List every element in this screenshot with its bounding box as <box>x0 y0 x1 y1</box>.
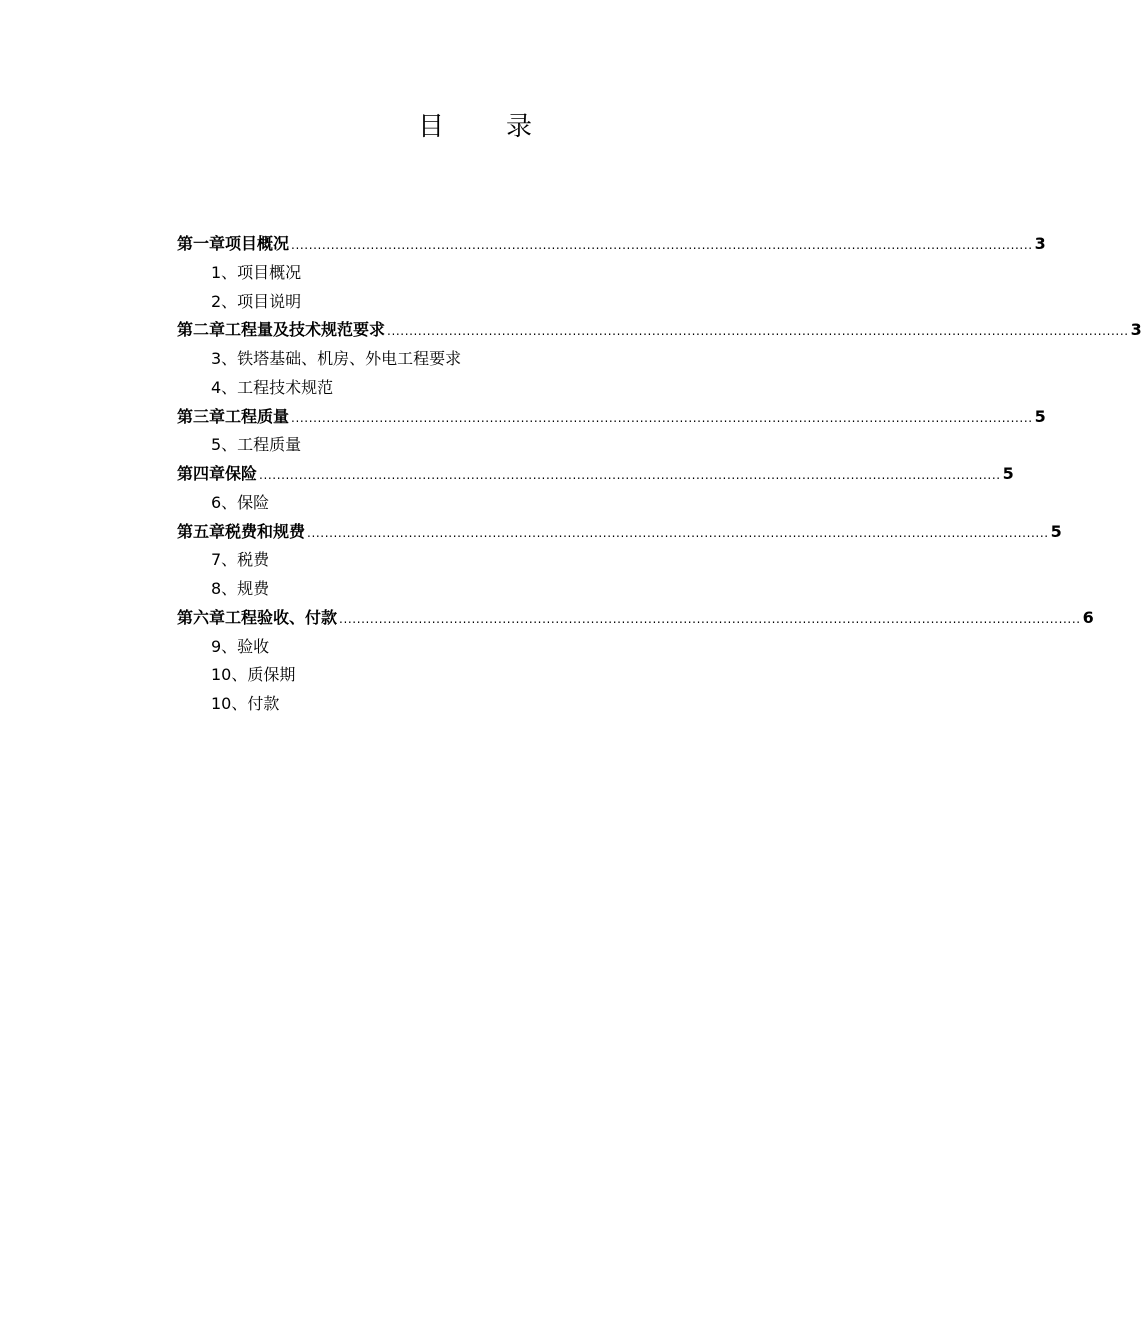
toc-chapter-2[interactable] <box>177 316 1142 345</box>
chapter-page-number: 5 <box>1034 406 1046 426</box>
toc-section-11[interactable]: 10、付款 <box>211 694 280 713</box>
chapter-page-number: 5 <box>1002 464 1014 483</box>
dot-leader: ........................................................................................................................................................................ <box>291 238 1033 252</box>
toc-section-9[interactable]: 9、验收 <box>211 636 270 656</box>
toc-chapter-6[interactable] <box>177 604 1094 633</box>
chapter-number: 第一章 <box>177 234 226 253</box>
toc-section-3[interactable]: 3、铁塔基础、机房、外电工程要求 <box>211 349 462 368</box>
chapter-title: 工程量及技术规范要求 <box>225 320 386 340</box>
dot-leader: ........................................................................................................................................................................ <box>339 611 1081 626</box>
chapter-page-number: 6 <box>1082 607 1094 627</box>
toc-chapter-4[interactable] <box>177 460 1014 489</box>
dot-leader: ........................................................................................................................................................................ <box>387 324 1129 339</box>
chapter-title: 工程验收、付款 <box>225 607 338 627</box>
toc-section-7[interactable]: 7、税费 <box>211 550 270 570</box>
table-of-contents <box>177 230 1142 719</box>
chapter-number: 第四章 <box>177 464 226 483</box>
dot-leader: ........................................................................................................................................................................ <box>307 525 1049 540</box>
chapter-title: 项目概况 <box>225 234 290 253</box>
dot-leader: ........................................................................................................................................................................ <box>291 410 1033 425</box>
toc-chapter-3[interactable] <box>177 403 1046 432</box>
chapter-number: 第二章 <box>177 320 226 340</box>
chapter-number: 第六章 <box>177 607 226 627</box>
toc-title-char-2: 录 <box>506 112 533 142</box>
toc-title <box>0 106 950 143</box>
toc-section-5[interactable]: 5、工程质量 <box>211 435 302 455</box>
toc-section-4[interactable]: 4、工程技术规范 <box>211 377 334 397</box>
dot-leader: ........................................................................................................................................................................ <box>259 468 1001 482</box>
chapter-page-number: 5 <box>1050 521 1062 541</box>
chapter-number: 第五章 <box>177 521 226 541</box>
toc-chapter-1[interactable] <box>177 230 1046 259</box>
chapter-title: 税费和规费 <box>225 521 306 541</box>
chapter-title: 工程质量 <box>225 406 290 426</box>
toc-chapter-5[interactable] <box>177 518 1062 547</box>
toc-section-2[interactable]: 2、项目说明 <box>211 291 302 311</box>
chapter-page-number: 3 <box>1034 234 1046 253</box>
chapter-page-number: 3 <box>1130 320 1142 340</box>
toc-section-1[interactable]: 1、项目概况 <box>211 262 302 282</box>
chapter-title: 保险 <box>225 464 258 483</box>
toc-section-8[interactable]: 8、规费 <box>211 579 270 598</box>
toc-title-char-1: 目 <box>417 112 444 142</box>
toc-section-10[interactable]: 10、质保期 <box>211 665 296 685</box>
toc-section-6[interactable]: 6、保险 <box>211 492 270 512</box>
chapter-number: 第三章 <box>177 406 226 426</box>
